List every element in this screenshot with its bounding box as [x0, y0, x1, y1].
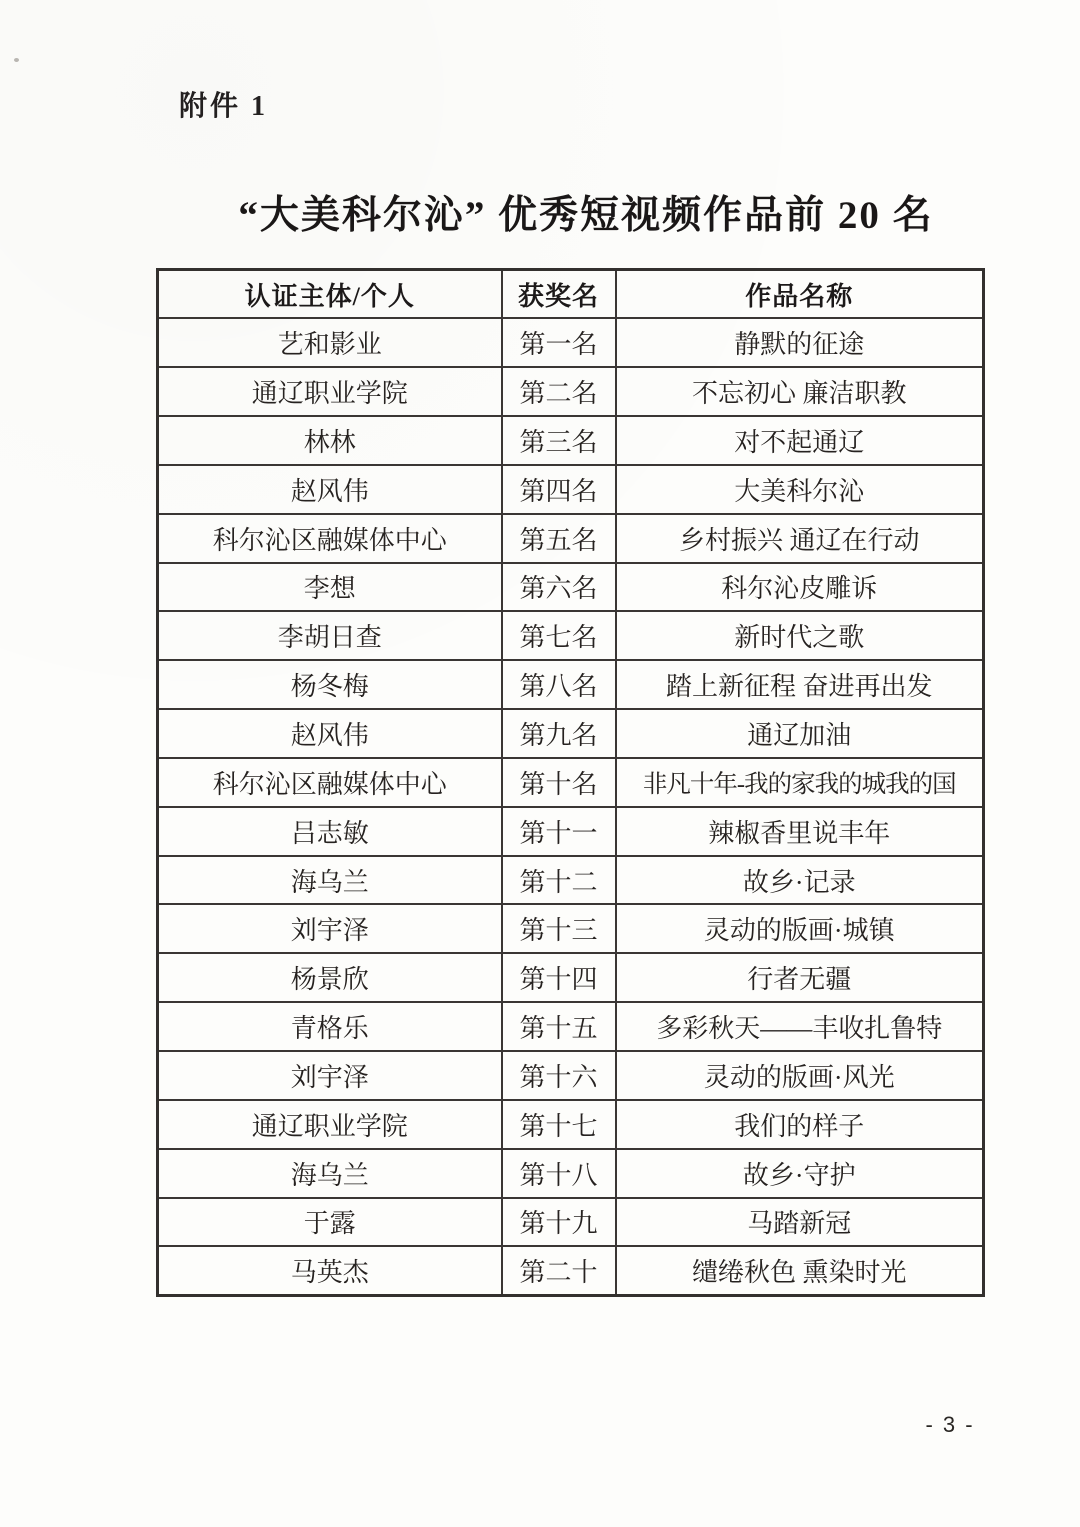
rank-cell: 第三名 [502, 416, 616, 465]
table-row [158, 367, 984, 416]
table-row [158, 807, 984, 856]
rank-cell: 第一名 [502, 318, 616, 367]
work-title-cell: 大美科尔沁 [616, 465, 984, 514]
table-row [158, 709, 984, 758]
rank-cell: 第十二 [502, 856, 616, 905]
table-row [158, 514, 984, 563]
table-row [158, 758, 984, 807]
table-row [158, 563, 984, 612]
table-row [158, 856, 984, 905]
entity-cell: 科尔沁区融媒体中心 [158, 758, 502, 807]
rank-cell: 第八名 [502, 660, 616, 709]
awards-table [156, 268, 985, 1297]
work-title-cell: 科尔沁皮雕诉 [616, 563, 984, 612]
table-row [158, 465, 984, 514]
col-header-work: 作品名称 [616, 270, 984, 319]
table-row [158, 953, 984, 1002]
work-title-cell: 辣椒香里说丰年 [616, 807, 984, 856]
entity-cell: 赵风伟 [158, 709, 502, 758]
work-title-cell: 乡村振兴 通辽在行动 [616, 514, 984, 563]
entity-cell: 青格乐 [158, 1002, 502, 1051]
table-row [158, 1198, 984, 1247]
entity-cell: 马英杰 [158, 1246, 502, 1295]
entity-cell: 艺和影业 [158, 318, 502, 367]
table-row [158, 611, 984, 660]
rank-cell: 第九名 [502, 709, 616, 758]
work-title-cell: 不忘初心 廉洁职教 [616, 367, 984, 416]
page-number: - 3 - [925, 1412, 975, 1437]
work-title-cell: 马踏新冠 [616, 1198, 984, 1247]
rank-cell: 第六名 [502, 563, 616, 612]
entity-cell: 杨冬梅 [158, 660, 502, 709]
entity-cell: 吕志敏 [158, 807, 502, 856]
rank-cell: 第十九 [502, 1198, 616, 1247]
table-row [158, 660, 984, 709]
table-row [158, 1149, 984, 1198]
table-row [158, 1100, 984, 1149]
entity-cell: 赵风伟 [158, 465, 502, 514]
work-title-cell: 多彩秋天——丰收扎鲁特 [616, 1002, 984, 1051]
entity-cell: 林林 [158, 416, 502, 465]
entity-cell: 于露 [158, 1198, 502, 1247]
work-title-cell: 缱绻秋色 熏染时光 [616, 1246, 984, 1295]
rank-cell: 第四名 [502, 465, 616, 514]
work-title-cell: 踏上新征程 奋进再出发 [616, 660, 984, 709]
table-row [158, 904, 984, 953]
entity-cell: 海乌兰 [158, 856, 502, 905]
attachment-label: 附件 1 [179, 91, 269, 122]
col-header-rank: 获奖名 [502, 270, 616, 319]
table-row [158, 1002, 984, 1051]
entity-cell: 杨景欣 [158, 953, 502, 1002]
rank-cell: 第十四 [502, 953, 616, 1002]
rank-cell: 第十名 [502, 758, 616, 807]
rank-cell: 第二十 [502, 1246, 616, 1295]
table-row [158, 1051, 984, 1100]
work-title-cell: 非凡十年-我的家我的城我的国 [616, 758, 984, 807]
document-title: “大美科尔沁” 优秀短视频作品前 20 名 [238, 194, 934, 237]
entity-cell: 刘宇泽 [158, 904, 502, 953]
entity-cell: 刘宇泽 [158, 1051, 502, 1100]
rank-cell: 第七名 [502, 611, 616, 660]
table-header-row [158, 270, 984, 319]
entity-cell: 通辽职业学院 [158, 367, 502, 416]
entity-cell: 科尔沁区融媒体中心 [158, 514, 502, 563]
rank-cell: 第二名 [502, 367, 616, 416]
entity-cell: 通辽职业学院 [158, 1100, 502, 1149]
entity-cell: 李想 [158, 563, 502, 612]
work-title-cell: 行者无疆 [616, 953, 984, 1002]
entity-cell: 海乌兰 [158, 1149, 502, 1198]
work-title-cell: 对不起通辽 [616, 416, 984, 465]
table-row [158, 1246, 984, 1295]
rank-cell: 第十七 [502, 1100, 616, 1149]
rank-cell: 第十三 [502, 904, 616, 953]
work-title-cell: 通辽加油 [616, 709, 984, 758]
work-title-cell: 灵动的版画·城镇 [616, 904, 984, 953]
rank-cell: 第十六 [502, 1051, 616, 1100]
entity-cell: 李胡日查 [158, 611, 502, 660]
work-title-cell: 新时代之歌 [616, 611, 984, 660]
rank-cell: 第十一 [502, 807, 616, 856]
rank-cell: 第五名 [502, 514, 616, 563]
work-title-cell: 灵动的版画·风光 [616, 1051, 984, 1100]
work-title-cell: 我们的样子 [616, 1100, 984, 1149]
work-title-cell: 故乡·记录 [616, 856, 984, 905]
table-row [158, 416, 984, 465]
rank-cell: 第十五 [502, 1002, 616, 1051]
table-row [158, 318, 984, 367]
scan-artifact [14, 58, 19, 62]
col-header-entity: 认证主体/个人 [158, 270, 502, 319]
work-title-cell: 静默的征途 [616, 318, 984, 367]
rank-cell: 第十八 [502, 1149, 616, 1198]
work-title-cell: 故乡·守护 [616, 1149, 984, 1198]
